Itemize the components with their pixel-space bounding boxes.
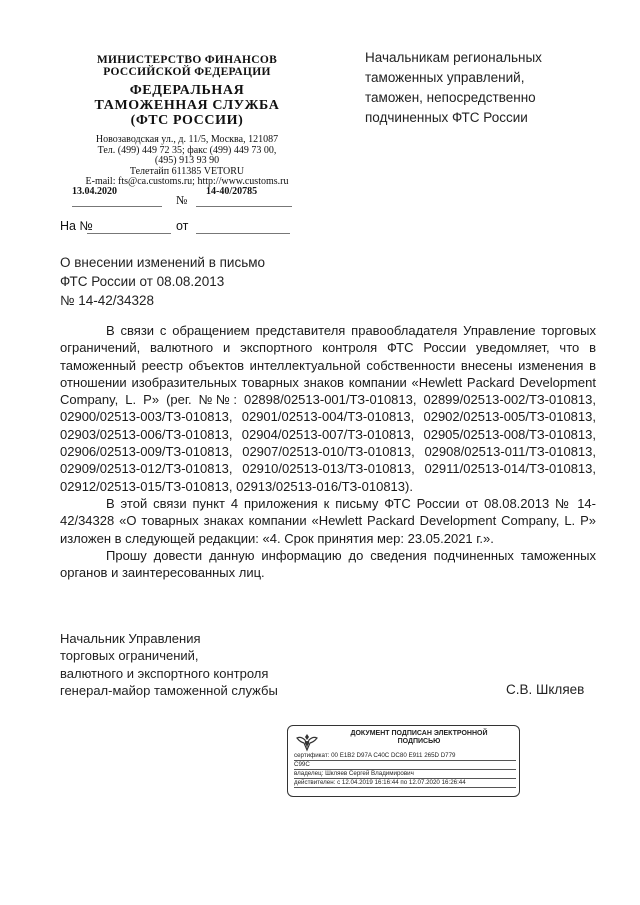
addressee-line: таможенных управлений, bbox=[365, 70, 525, 85]
phone-fax: Тел. (499) 449 72 35; факс (499) 449 73 00, bbox=[97, 144, 277, 156]
signatory-title-line: Начальник Управления bbox=[60, 631, 201, 646]
ministry-name-line1: МИНИСТЕРСТВО ФИНАНСОВ bbox=[96, 54, 278, 66]
document-number: 14-40/20785 bbox=[206, 186, 258, 197]
eagle-emblem-icon bbox=[295, 732, 319, 752]
agency-name-line1: ФЕДЕРАЛЬНАЯ bbox=[129, 83, 245, 98]
subject-line: № 14-42/34328 bbox=[60, 293, 155, 308]
stamp-certificate-cont: C99C bbox=[294, 761, 516, 770]
date-underline bbox=[72, 206, 162, 207]
signatory-name: С.В. Шкляев bbox=[506, 682, 585, 697]
signatory-title bbox=[60, 630, 360, 699]
addressee-line: таможен, непосредственно bbox=[365, 90, 536, 105]
contacts bbox=[56, 135, 318, 188]
email-web: E-mail: fts@ca.customs.ru; http://www.customs.ru bbox=[85, 176, 289, 187]
addressee bbox=[365, 48, 605, 128]
letterhead bbox=[56, 54, 318, 188]
ref-date-underline bbox=[196, 233, 290, 234]
stamp-owner: владелец: Шкляев Сергей Владимирович bbox=[294, 770, 516, 779]
body-paragraph-3: Прошу довести данную информацию до сведения подчиненных таможенных органов и заинтересованных лиц. bbox=[60, 547, 596, 581]
number-sign: № bbox=[176, 193, 188, 207]
stamp-validity: действителен: с 12.04.2019 16:16:44 по 12.07.2020 16:26:44 bbox=[294, 779, 516, 788]
reference-row bbox=[60, 219, 295, 239]
signatory-title-line: генерал-майор таможенной службы bbox=[60, 682, 278, 698]
ref-number-underline bbox=[87, 233, 171, 234]
stamp-certificate: сертификат: 00 E1B2 D97A C40C DC80 E911 265D D779 bbox=[294, 752, 516, 761]
agency-name-line2: ТАМОЖЕННАЯ СЛУЖБА bbox=[94, 98, 280, 113]
fax-secondary: (495) 913 93 90 bbox=[154, 155, 220, 166]
signatory-title-line: валютного и экспортного контроля bbox=[60, 665, 269, 681]
ref-number-label: На № bbox=[60, 219, 93, 233]
letter-body bbox=[60, 322, 596, 581]
document-date: 13.04.2020 bbox=[72, 186, 117, 197]
subject bbox=[60, 253, 360, 310]
body-paragraph-1: В связи с обращением представителя правообладателя Управление торговых ограничений, валютного и экспортного контроля ФТС России уведомляет, что в таможенный реестр объектов интеллектуальной собственности внесены изменения в отношении изобразительных товарных знаков компании «Hewlett Packard Development Company, L. P» (рег. №№: 02898/02513-001/ТЗ-010813, 02899/02513-002/ТЗ-010813, 02900/02513-003/ТЗ-010813, 02901/02513-004/ТЗ-010813, 02902/02513-005/ТЗ-010813, 02903/02513-006/ТЗ-010813, 02904/02513-007/ТЗ-010813, 02905/02513-008/ТЗ-010813, 02906/02513-009/ТЗ-010813, 02907/02513-010/ТЗ-010813, 02908/02513-011/ТЗ-010813, 02909/02513-012/ТЗ-010813, 02910/02513-013/ТЗ-010813, 02911/02513-014/ТЗ-010813, 02912/02513-015/ТЗ-010813, 02913/02513-016/ТЗ-010813). bbox=[60, 323, 596, 494]
document-date-number bbox=[72, 186, 292, 214]
ref-from-label: от bbox=[176, 219, 189, 233]
number-underline bbox=[196, 206, 292, 207]
stamp-title bbox=[324, 730, 514, 746]
signatory-title-line: торговых ограничений, bbox=[60, 648, 199, 664]
agency-name-line3: (ФТС РОССИИ) bbox=[130, 113, 244, 128]
stamp-details bbox=[294, 752, 516, 788]
subject-line: ФТС России от 08.08.2013 bbox=[60, 274, 225, 289]
stamp-title-line: ДОКУМЕНТ ПОДПИСАН ЭЛЕКТРОННОЙ bbox=[350, 730, 488, 737]
ministry-name-line2: РОССИЙСКОЙ ФЕДЕРАЦИИ bbox=[103, 66, 271, 78]
e-signature-stamp bbox=[287, 725, 520, 797]
addressee-line: Начальникам региональных bbox=[365, 50, 542, 65]
stamp-title-line: ПОДПИСЬЮ bbox=[397, 738, 441, 745]
subject-line: О внесении изменений в письмо bbox=[60, 255, 266, 270]
address: Новозаводская ул., д. 11/5, Москва, 121087 bbox=[95, 134, 279, 145]
telex: Телетайп 611385 VETORU bbox=[129, 165, 245, 177]
addressee-line: подчиненных ФТС России bbox=[365, 110, 528, 125]
body-paragraph-2: В этой связи пункт 4 приложения к письму ФТС России от 08.08.2013 № 14-42/34328 «О товарных знаках компании «Hewlett Packard Development Company, L. P» изложен в следующей редакции: «4. Срок принятия мер: 23.05.2021 г.». bbox=[60, 495, 596, 546]
